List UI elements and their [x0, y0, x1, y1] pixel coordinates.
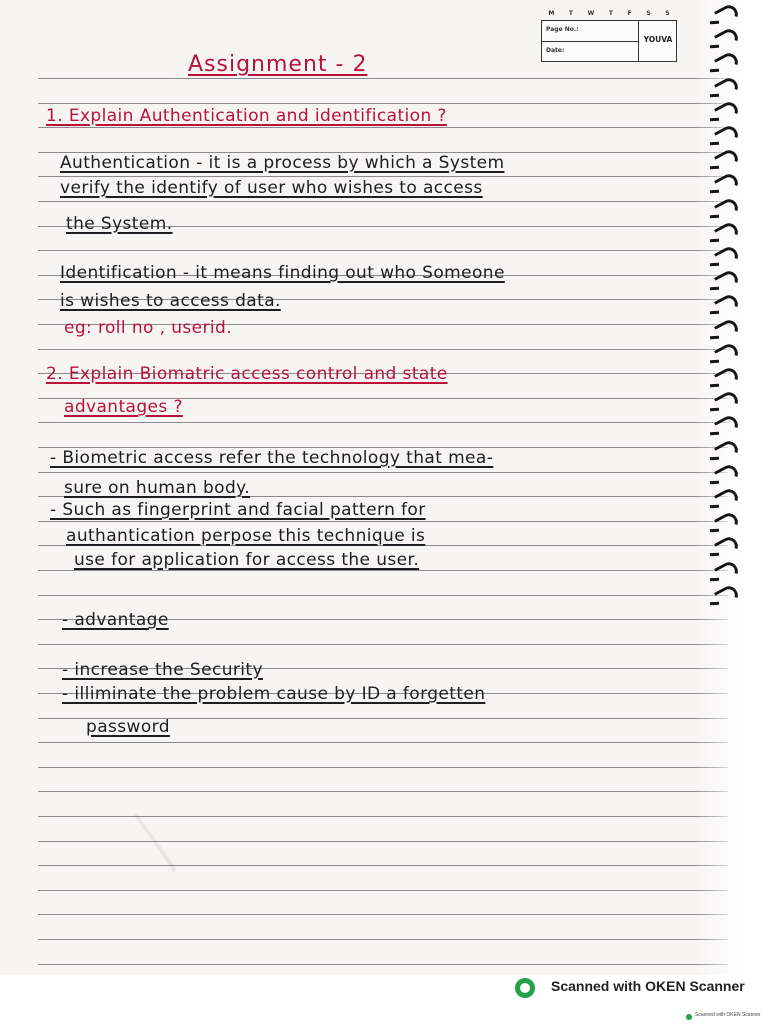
- answer-line: is wishes to access data.: [60, 291, 281, 311]
- spiral-ring-icon: [714, 50, 741, 76]
- ruled-line: [38, 78, 728, 79]
- spiral-ring-icon: [714, 123, 741, 149]
- question-1: 1. Explain Authentication and identification ?: [46, 106, 447, 126]
- spiral-ring-icon: [714, 510, 741, 536]
- example-line: eg: roll no , userid.: [64, 318, 233, 338]
- answer-line: Identification - it means finding out who Someone: [60, 263, 505, 283]
- ruled-line: [38, 103, 728, 104]
- spiral-ring-icon: [714, 317, 741, 343]
- ruled-line: [38, 914, 728, 915]
- scanner-watermark-small: Scanned with OKEN Scanner: [695, 1012, 761, 1018]
- spiral-ring-icon: [714, 26, 741, 52]
- advantage-heading: - advantage: [62, 610, 169, 630]
- question-2-continued: advantages ?: [64, 397, 183, 417]
- ruled-line: [38, 816, 728, 817]
- notebook-brand: YOUVA: [643, 35, 673, 44]
- page-header-box: [541, 10, 677, 60]
- ruled-line: [38, 890, 728, 891]
- question-2: 2. Explain Biomatric access control and state: [46, 364, 448, 384]
- spiral-ring-icon: [714, 559, 741, 585]
- answer-line: use for application for access the user.: [74, 550, 420, 570]
- scanner-small-logo-icon: [686, 1014, 692, 1020]
- ruled-line: [38, 939, 728, 940]
- ruled-line: [38, 127, 728, 128]
- spiral-ring-icon: [714, 171, 741, 197]
- advantage-item: - illiminate the problem cause by ID a forgetten: [62, 684, 486, 704]
- ruled-line: [38, 865, 728, 866]
- assignment-title: Assignment - 2: [188, 52, 368, 77]
- spiral-ring-icon: [714, 292, 741, 318]
- spiral-ring-icon: [714, 413, 741, 439]
- scanner-watermark: Scanned with OKEN Scanner: [551, 978, 745, 994]
- weekday-letter: W: [587, 10, 595, 17]
- ruled-line: [38, 841, 728, 842]
- weekday-letter: T: [608, 10, 613, 17]
- advantage-item: password: [86, 717, 170, 737]
- answer-line: verify the identify of user who wishes to access: [60, 178, 483, 198]
- ruled-line: [38, 767, 728, 768]
- ruled-line: [38, 250, 728, 251]
- ruled-line: [38, 521, 728, 522]
- spiral-ring-icon: [714, 220, 741, 246]
- page-no-label: Page No.:: [546, 26, 579, 33]
- weekday-letter: F: [627, 10, 632, 17]
- answer-line: the System.: [66, 214, 173, 234]
- spiral-ring-icon: [714, 462, 741, 488]
- spiral-binding: [694, 0, 768, 975]
- answer-line: - Biometric access refer the technology that mea-: [50, 448, 494, 468]
- ruled-line: [38, 472, 728, 473]
- scanner-logo-icon: [515, 978, 535, 998]
- ruled-line: [38, 742, 728, 743]
- weekday-letter: T: [568, 10, 574, 17]
- spiral-ring-icon: [714, 196, 741, 222]
- spiral-ring-icon: [714, 268, 741, 294]
- spiral-ring-icon: [714, 244, 741, 270]
- weekday-letter: M: [548, 10, 555, 17]
- weekday-strip: [541, 10, 677, 20]
- spiral-ring-icon: [714, 99, 741, 125]
- ruled-line: [38, 570, 728, 571]
- advantage-item: - increase the Security: [62, 660, 263, 680]
- ruled-line: [38, 422, 728, 423]
- ruled-line: [38, 644, 728, 645]
- spiral-ring-icon: [714, 75, 741, 101]
- ruled-line: [38, 964, 728, 965]
- spiral-ring-icon: [714, 486, 741, 512]
- spiral-ring-icon: [714, 365, 741, 391]
- answer-line: - Such as fingerprint and facial pattern for: [50, 500, 426, 520]
- answer-line: Authentication - it is a process by which a System: [60, 153, 505, 173]
- page-date-box: [541, 20, 677, 62]
- ruled-line: [38, 791, 728, 792]
- spiral-ring-icon: [714, 2, 741, 28]
- ruled-line: [38, 201, 728, 202]
- weekday-letter: S: [665, 10, 670, 17]
- spiral-ring-icon: [714, 147, 741, 173]
- date-label: Date:: [546, 47, 565, 54]
- ruled-line: [38, 595, 728, 596]
- spiral-ring-icon: [714, 534, 741, 560]
- ruled-line: [38, 349, 728, 350]
- spiral-ring-icon: [714, 389, 741, 415]
- weekday-letter: S: [646, 10, 651, 17]
- spiral-ring-icon: [714, 583, 741, 609]
- answer-line: authantication perpose this technique is: [66, 526, 426, 546]
- spiral-ring-icon: [714, 438, 741, 464]
- answer-line: sure on human body.: [64, 478, 251, 498]
- spiral-ring-icon: [714, 341, 741, 367]
